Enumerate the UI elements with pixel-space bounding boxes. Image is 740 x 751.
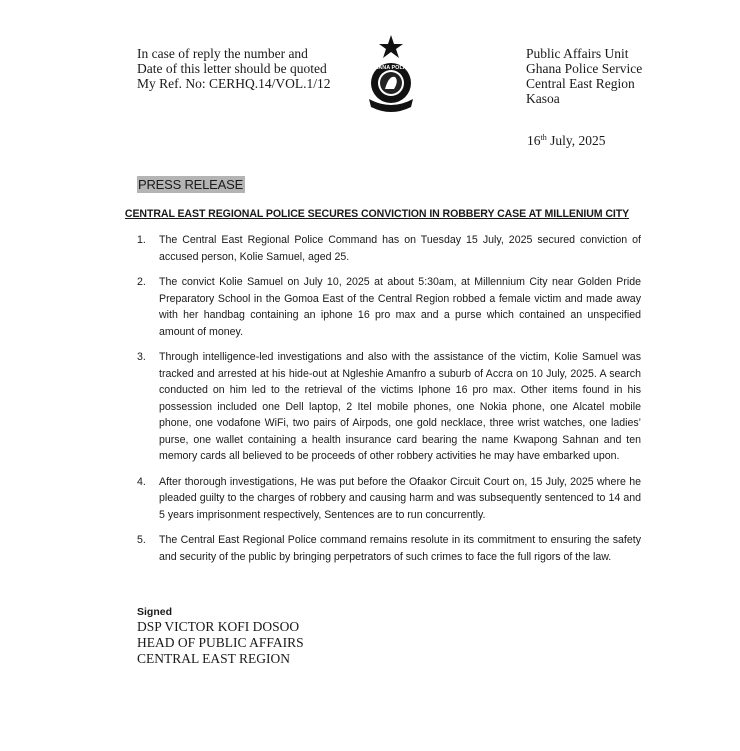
signatory-region: CENTRAL EAST REGION: [137, 651, 290, 666]
date-rest: July, 2025: [546, 133, 606, 148]
signatory-title: HEAD OF PUBLIC AFFAIRS: [137, 635, 304, 650]
paragraph-text: The Central East Regional Police Command has on Tuesday 15 July, 2025 secured conviction of accused person, Kolie Samuel, aged 25.: [159, 234, 641, 263]
paragraph-text: After thorough investigations, He was put before the Ofaakor Circuit Court on, 15 July, 2025 where he pleaded guilty to the charges of robbery and causing harm and was subsequently sentenced to 14 and 5 years imprisonment respectively, Sentences are to run concurrently.: [159, 475, 641, 521]
date-day: 16: [527, 133, 541, 148]
date-suffix: th: [540, 133, 547, 142]
paragraph-number: 1.: [137, 234, 146, 246]
paragraph-text: The Central East Regional Police command remains resolute in its commitment to ensuring the safety and security of the public by bringing perpetrators of such crimes to face the full rigors of the law.: [159, 534, 641, 563]
address-service: Ghana Police Service: [526, 61, 643, 76]
reply-reference-block: [137, 46, 331, 91]
address-unit: Public Affairs Unit: [526, 46, 629, 61]
headline: CENTRAL EAST REGIONAL POLICE SECURES CONVICTION IN ROBBERY CASE AT MILLENIUM CITY: [124, 208, 630, 220]
signature-block: [137, 605, 304, 667]
reply-note-line-2: Date of this letter should be quoted: [137, 61, 327, 76]
paragraph-number: 2.: [137, 276, 146, 288]
sender-address-block: [526, 46, 642, 106]
paragraph-item: [137, 274, 641, 340]
ghana-police-crest-icon: [361, 33, 421, 115]
reference-number: My Ref. No: CERHQ.14/VOL.1/12: [137, 76, 331, 91]
svg-text:GHANA POLICE: GHANA POLICE: [370, 65, 412, 71]
paragraph-number: 3.: [137, 351, 146, 363]
paragraph-number: 5.: [137, 534, 146, 546]
paragraph-item: [137, 532, 641, 565]
address-region: Central East Region: [526, 76, 635, 91]
paragraph-number: 4.: [137, 475, 146, 488]
signed-label: Signed: [137, 606, 173, 618]
letter-date: [527, 133, 606, 149]
paragraph-text: Through intelligence-led investigations and also with the assistance of the victim, Kolie Samuel was tracked and arrested at his hide-out at Ngleshie Amanfro a suburb of Accra on 10 July, 2025. A search conducted on him led to the retrieval of the victims Iphone 16 pro max. Other items found in his possession included one Dell laptop, 2 Itel mobile phones, one Nokia phone, one Alcatel mobile phone, one vodafone WiFi, two pairs of Airpods, one gold necklace, three wrist watches, one ladies’ purse, one wallet containing a health insurance card bearing the name Kwapong Sahnan and ten memory cards all believed to be proceeds of other robbery activities he may have embarked upon.: [159, 351, 641, 462]
address-town: Kasoa: [526, 91, 560, 106]
paragraph-item: [137, 349, 641, 465]
paragraph-text: The convict Kolie Samuel on July 10, 2025 at about 5:30am, at Millennium City near Golden Pride Preparatory School in the Gomoa East of the Central Region robbed a female victim and made away with her handbag containing an iphone 16 pro max and a purse which contained an unspecified amount of money.: [159, 276, 641, 338]
reply-note-line-1: In case of reply the number and: [137, 46, 308, 61]
paragraph-item: [137, 474, 641, 524]
numbered-paragraphs: [137, 232, 641, 574]
paragraph-item: [137, 232, 641, 265]
press-release-label: PRESS RELEASE: [138, 177, 244, 192]
signatory-name: DSP VICTOR KOFI DOSOO: [137, 619, 300, 634]
